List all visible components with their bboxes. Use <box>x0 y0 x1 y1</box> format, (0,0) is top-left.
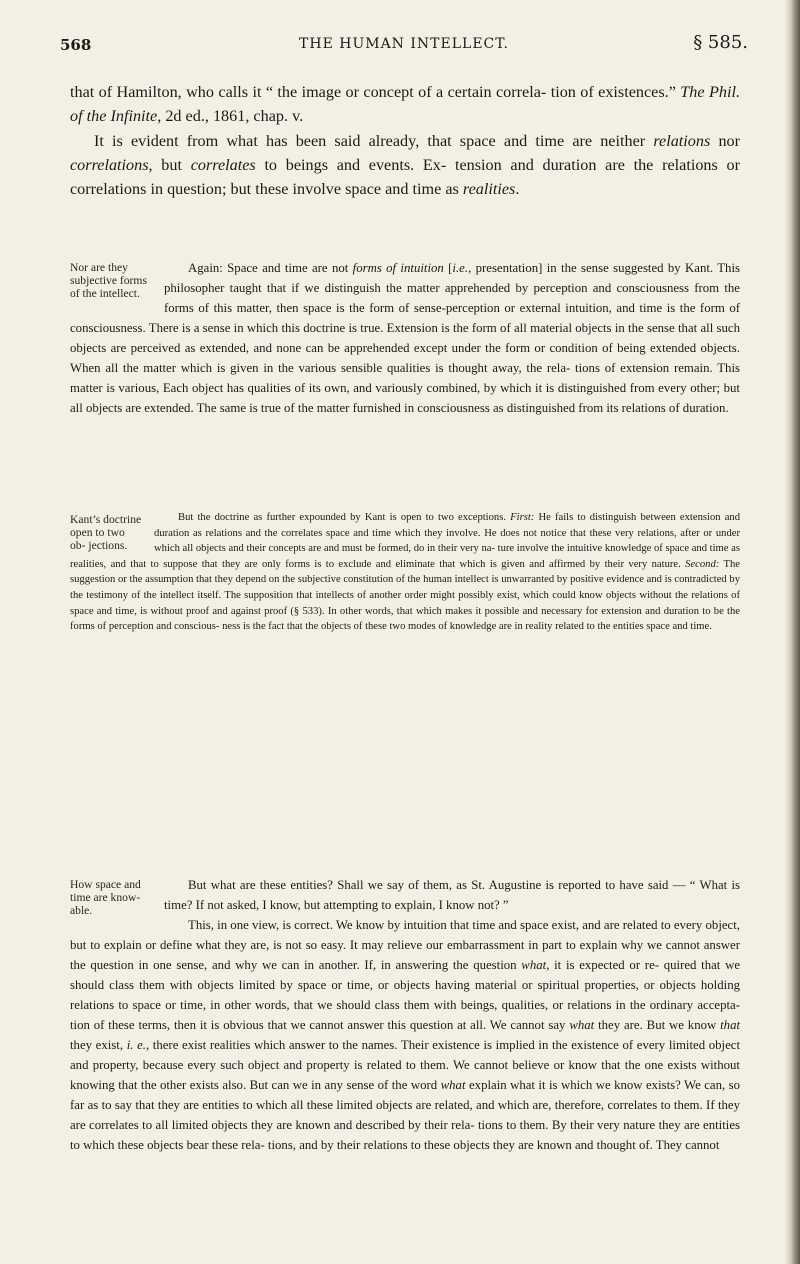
emphasis: correlations <box>70 155 149 174</box>
text: , 2d ed., 1861, chap. v. <box>157 107 304 126</box>
emphasis: Second: <box>685 558 720 570</box>
text: nor <box>718 131 741 150</box>
text: , there exist realities which answer to the names. Their existence is implied in the existence of every limited object and property, because every such object and property is related to them. We cannot believe or know that the one exists without knowing that the other exists also. But can we in any sense of the word <box>70 1038 740 1092</box>
running-header <box>60 32 748 62</box>
page-number: 568 <box>60 36 92 54</box>
footnote-paragraph <box>70 510 740 635</box>
text: The suggestion or the assumption that they depend on the subjective constitution of the human intellect is unwarranted by positive evidence and is contradicted by the testimony of the intellect itself. The supposition that intellects of another order might possibly exist, which could know objects without the relations of space and time, is without proof and against proof (§ 533). In other words, that which makes it possible and necessary for extension and duration to be the forms of perception and conscious- ness is the fact that the objects of these two modes of knowledge are in reality related to the entities space and time. <box>70 558 740 633</box>
text: , presentation] in the sense suggested by Kant. This philosopher taught that if we distinguish the matter apprehended by perception and consciousness from the forms of this matter, then space is the form of sense-perception or external intuition, and time is the form of consciousness. There is a sense in which this doctrine is true. Extension is the form of all material objects in the sense that all such objects are perceived as extended, and none can be apprehended except under the form or condition of being extended objects. When all the matter which is given in the various sensible qualities is thought away, the rela- tions of extension remain. This matter is various, Each object has qualities of its own, and variously combined, by which it is distinguished from every other; but all objects are extended. The same is true of the matter furnished in consciousness as distinguished from its relations of duration. <box>70 261 740 415</box>
emphasis: correlates <box>190 155 256 174</box>
emphasis: i.e. <box>452 261 469 275</box>
emphasis: forms of intuition <box>352 261 444 275</box>
text: , but <box>148 155 182 174</box>
text: [ <box>448 261 453 275</box>
text: . <box>515 180 520 199</box>
page-edge-shadow <box>784 0 800 1264</box>
text: explain what it is which we know exists? We can, so far as to say that they are entities to which all these limited objects are related, and which are, therefore, correlates to them. If they are correlates to all limited objects they are known and described by their rela- tions to them. By their very nature they are entities to which these objects bear these rela- tions, and by their relations to these objects they are known and thought of. They cannot <box>70 1078 741 1152</box>
text: It is evident from what has been said already, that space and time are neither <box>94 131 646 150</box>
section-number: § 585. <box>693 32 748 53</box>
margin-note: Nor are they subjective forms of the intellect. <box>70 261 147 300</box>
text: to beings and events. Ex- tension and duration are the relations or correlations in question; but these involve space and time as <box>70 155 740 199</box>
emphasis: realities <box>462 180 516 199</box>
text: He fails to distinguish between extension and duration as relations and the correlates space and time which they involve. He does not notice that these very relations, after or under which all objects and their concepts are and must be formed, do in their very na- ture involve the intuitive knowledge of space and time as realities, and that to suppose that they are only forms is to exclude and eliminate that which is given and affirmed by their very nature. <box>70 512 740 570</box>
emphasis: i. e. <box>126 1038 146 1052</box>
margin-note: How space and time are know- able. <box>70 878 141 917</box>
text: they exist, <box>70 1038 124 1052</box>
emphasis: what <box>521 958 547 972</box>
text: Again: Space and time are not <box>188 261 349 275</box>
paragraph-knowable <box>70 875 740 1155</box>
text: This, in one view, is correct. We know by intuition that time and space exist, and are related to every object, but to explain or define what they are, is not so easy. It may relieve our embarrassment in part to explain why we cannot answer the question in one sense, and why we can in another. If, in answering the question <box>70 918 740 972</box>
text: But the doctrine as further expounded by Kant is open to two exceptions. <box>178 512 506 523</box>
text: they are. But we know <box>598 1018 717 1032</box>
text: , it is expected or re- quired that we should class them with objects limited by space or time, or objects having material or spiritual properties, or objects holding relations to space or time, in other words, that we should class them with beings, qualities, or relations in the ordinary accepta- tion of these terms, then it is obvious that we cannot answer this question at all. We cannot say <box>70 958 740 1032</box>
text: that of Hamilton, who calls it “ the image or concept of a certain correla- tion of existences.” <box>70 83 676 101</box>
emphasis: First: <box>510 512 535 523</box>
margin-note: Kant’s doctrine open to two ob- jections. <box>70 513 142 552</box>
running-title: THE HUMAN INTELLECT. <box>299 36 509 52</box>
emphasis: what <box>569 1018 595 1032</box>
paragraph-kant-forms <box>70 258 740 418</box>
text: But what are these entities? Shall we say of them, as St. Augustine is reported to have said — “ What is time? If not asked, I know, but attempting to explain, I know not? ” <box>164 878 740 912</box>
emphasis: what <box>440 1078 466 1092</box>
book-title: The Phil. of the Infinite <box>70 83 740 126</box>
emphasis: relations <box>653 131 711 150</box>
paragraph-hamilton <box>70 80 740 201</box>
emphasis: that <box>720 1018 741 1032</box>
